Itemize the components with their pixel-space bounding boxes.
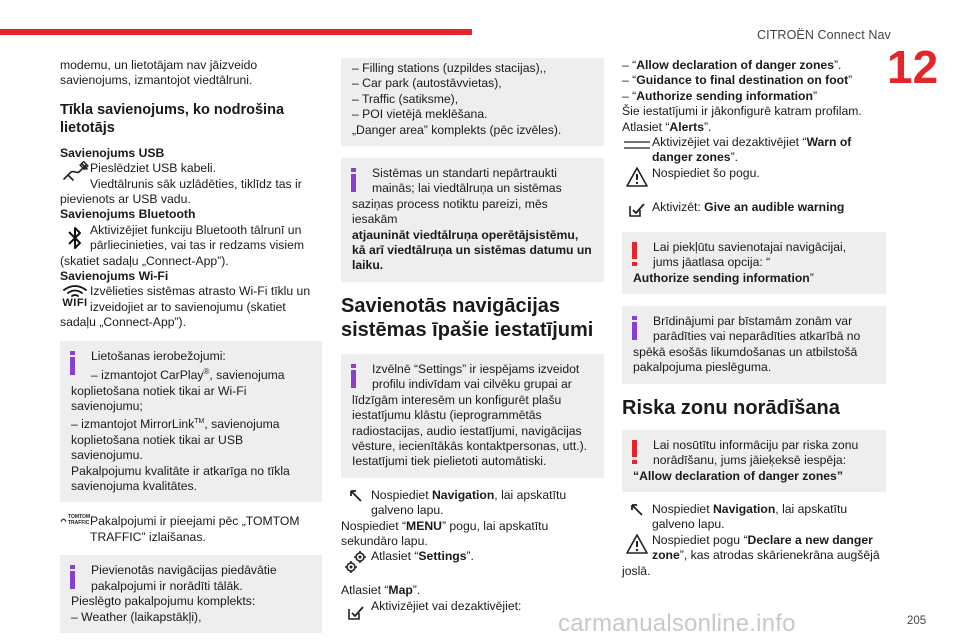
- select-alerts: Atlasiet “Alerts”.: [622, 119, 712, 134]
- checkbox-icon: [622, 200, 652, 220]
- wifi-icon: [60, 284, 90, 309]
- step-audible: Aktivizēt: Give an audible warning: [622, 200, 886, 220]
- watermark: carmanualsonline.info: [558, 610, 796, 637]
- info-icon: [70, 565, 75, 593]
- column-1: [60, 58, 322, 633]
- section-heading-user-connection: Tīkla savienojums, ko nodrošina lietotājs: [60, 101, 285, 136]
- bluetooth-row: [60, 223, 322, 254]
- step-navigation-2: Nospiediet Navigation, lai apskatītu galveno lapu.: [622, 502, 886, 533]
- info-box-profiles: Izvēlnē “Settings” ir iespējams izveidot profilu indivīdam vai cilvēku grupai ar līdzīgām interesēm un konfigurēt plašu iestatījumu klāstu (ieprogrammētās radiostacijas, audio iestatījumi, navigācijas vēsture, iecienītākās kontaktpersonas, utt.). Iestatījumi tiek pielietoti automātiski.: [341, 354, 604, 478]
- navigation-arrow-icon: [622, 502, 652, 518]
- info-icon: [632, 316, 637, 344]
- wifi-text: Izvēlieties sistēmas atrasto Wi-Fi tīklu un izveidojiet ar to savienojumu (skatiet: [90, 284, 311, 314]
- option-guidance: – “Guidance to final destination on foot”: [622, 73, 853, 88]
- step-menu: Nospiediet “MENU” pogu, lai apskatītu sekundāro lapu.: [341, 518, 549, 548]
- section-heading-settings: Savienotās navigācijas sistēmas īpašie iestatījumi: [341, 294, 594, 341]
- wifi-text-cont: sadaļu „Connect-App”).: [60, 315, 186, 330]
- usb-text: Pieslēdziet USB kabeli. Viedtālrunis sāk uzlādēties, tiklīdz tas ir: [90, 161, 302, 191]
- step-navigation: Nospiediet Navigation, lai apskatītu galveno lapu.: [341, 488, 604, 519]
- alert-box-declaration: Lai nosūtītu informāciju par riska zonu norādīšanu, jums jāieķeksē iespēja: “Allow declaration of danger zones”: [622, 430, 886, 492]
- alert-icon: [632, 242, 637, 270]
- wifi-subheading: Savienojums Wi-Fi: [60, 269, 169, 284]
- info-icon: [70, 351, 75, 379]
- step-press-button: Nospiediet šo pogu.: [622, 166, 886, 188]
- tomtom-text: Pakalpojumi ir pieejami pēc „TOMTOM TRAFFIC” izlaišanas.: [90, 514, 300, 544]
- tomtom-logo-text: TOMTOM TRAFFIC: [68, 514, 91, 527]
- red-header-bar: [0, 29, 472, 35]
- usb-subheading: Savienojums USB: [60, 145, 165, 160]
- usb-cable-icon: [60, 161, 90, 183]
- step-activate: Aktivizējiet vai dezaktivējiet:: [341, 599, 604, 623]
- wifi-icon-label: WIFI: [62, 297, 88, 310]
- warning-triangle-icon: [622, 166, 652, 188]
- alert-box-authorize: Lai piekļūtu savienotajai navigācijai, jums jāatlasa opcija: “ Authorize sending information”: [622, 232, 886, 294]
- column-2: [341, 58, 604, 623]
- settings-gear-icon: [341, 549, 371, 575]
- chapter-number: 12: [887, 41, 939, 93]
- column-3: [622, 58, 886, 579]
- bluetooth-text: Aktivizējiet funkciju Bluetooth tālrunī un pārliecinieties, vai tas ir redzams visiem: [90, 222, 305, 253]
- step-settings: Atlasiet “Settings”.: [341, 549, 604, 575]
- bluetooth-icon: [60, 223, 90, 253]
- bluetooth-subheading: Savienojums Bluetooth: [60, 207, 196, 222]
- info-box-legislation: Brīdinājumi par bīstamām zonām var parādīties vai neparādīties atkarībā no spēkā esošās likumdošanas un atbilstošā pakalpojuma pieslēguma.: [622, 306, 886, 384]
- option-authorize: – “Authorize sending information”: [622, 88, 818, 103]
- manual-title: CITROËN Connect Nav: [757, 28, 891, 42]
- step-declare-zone: Nospiediet pogu “Declare a new danger zone”, kas atrodas skārienekrāna augšējā: [622, 533, 886, 564]
- navigation-arrow-icon: [341, 488, 371, 504]
- info-box-limitations: Lietošanas ierobežojumi: – izmantojot CarPlay®, savienojuma koplietošana notiek tikai ar Wi-Fi savienojumu; – izmantojot MirrorLink™, savienojuma koplietošana notiek tikai ar USB savienojumu. Pakalpojumu kvalitāte ir atkarīga no tīkla savienojuma kvalitātes.: [60, 341, 322, 503]
- intro-text: modemu, un lietotājam nav jāizveido savienojums, izmantojot viedtālruni.: [60, 58, 258, 88]
- checkbox-icon: [341, 599, 371, 623]
- usb-text-cont: pievienots ar USB vadu.: [60, 192, 191, 207]
- step-map: Atlasiet “Map”.: [341, 583, 421, 598]
- info-icon: [351, 168, 356, 196]
- info-icon: [351, 364, 356, 392]
- alert-icon: [632, 440, 637, 468]
- option-declaration: – “Allow declaration of danger zones”.: [622, 58, 842, 72]
- tomtom-traffic-logo-icon: [60, 514, 90, 526]
- warning-triangle-icon: [622, 533, 652, 555]
- step-declare-cont: joslā.: [622, 563, 651, 578]
- step-warn: Aktivizējiet vai dezaktivējiet “Warn of danger zones”.: [622, 135, 886, 166]
- tomtom-row: [60, 514, 322, 545]
- usb-row: [60, 161, 322, 192]
- profile-note: Šie iestatījumi ir jākonfigurē katram profilam.: [622, 104, 862, 119]
- section-heading-risk-zones: Riska zonu norādīšana: [622, 396, 840, 419]
- wifi-row: [60, 284, 322, 315]
- info-box-standards: Sistēmas un standarti nepārtraukti mainās; lai viedtālruņa un sistēmas saziņas process notiktu pareizi, mēs iesakām atjaunināt viedtālruņa operētājsistēmu, kā arī viedtālruņa un sistēmas datumu un laiku.: [341, 158, 604, 282]
- bluetooth-text-cont: (skatiet sadaļu „Connect-App”).: [60, 253, 229, 268]
- info-box-services-cont: – Filling stations (uzpildes stacijas),, – Car park (autostāvvietas), – Traffic (satiksme), – POI vietējā meklēšana. „Danger area” komplekts (pēc izvēles).: [341, 58, 604, 146]
- menu-lines-icon: [622, 135, 652, 150]
- info-box-services: Pievienotās navigācijas piedāvātie pakalpojumi ir norādīti tālāk. Pieslēgto pakalpojumu komplekts: – Weather (laikapstākļi),: [60, 555, 322, 633]
- page-number: 205: [907, 615, 927, 627]
